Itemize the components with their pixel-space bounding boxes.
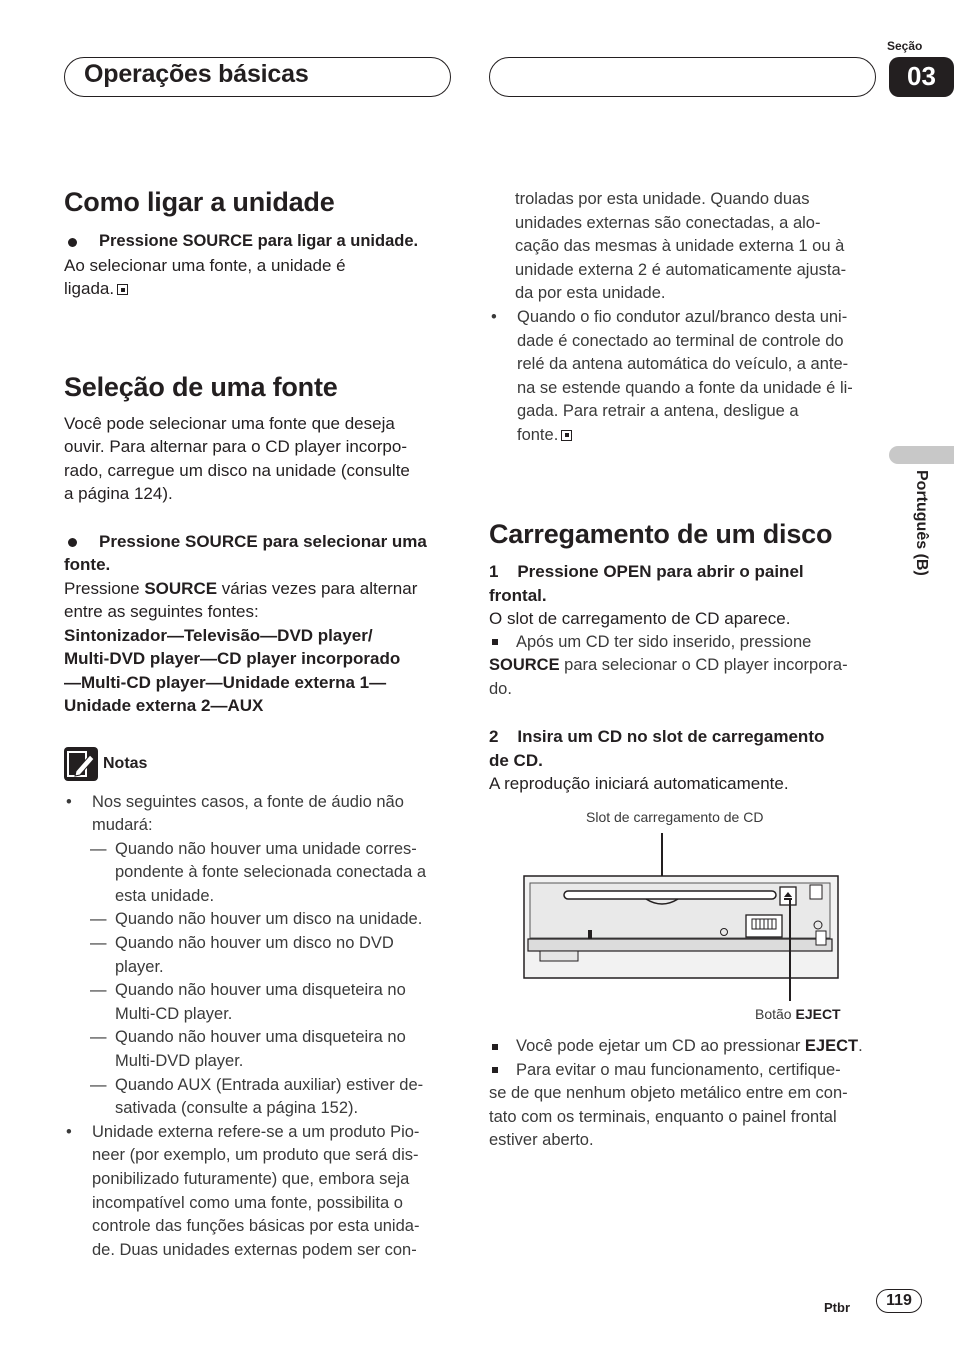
note-a-pre: Você pode ejetar um CD ao pressionar <box>516 1037 805 1055</box>
footer-lang-code: Ptbr <box>824 1300 850 1315</box>
bullet-dot <box>68 538 77 547</box>
page-section-title: Operações básicas <box>84 60 309 88</box>
note-line: Quando não houver uma unidade corres- <box>115 839 417 858</box>
end-mark-icon <box>561 430 572 441</box>
note-line: unidade externa 2 é automaticamente ajusta- <box>515 260 847 279</box>
language-tab-marker <box>889 446 954 464</box>
note-line: Quando não houver um disco na unidade. <box>115 910 423 929</box>
note-line: Multi-DVD player. <box>115 1052 244 1071</box>
cd-unit-illustration <box>520 833 842 1003</box>
sources-line: —Multi-CD player—Unidade externa 1— <box>64 672 387 692</box>
step1-note <box>489 631 879 702</box>
note-line: pondente à fonte selecionada conectada a <box>115 863 427 882</box>
press-bold: SOURCE <box>144 578 218 598</box>
sources-line: Unidade externa 2—AUX <box>64 696 264 715</box>
end-mark-icon <box>117 284 128 295</box>
note-line: sativada (consulte a página 152). <box>115 1099 359 1118</box>
note-line: Nos seguintes casos, a fonte de áudio não <box>92 792 404 811</box>
note-line: troladas por esta unidade. Quando duas <box>515 190 810 208</box>
square-bullet-icon <box>492 1067 498 1073</box>
step2-line: de CD. <box>489 750 543 770</box>
s2-line: a página 124). <box>64 484 173 503</box>
s2-line: Você pode selecionar uma fonte que deseja <box>64 413 395 433</box>
bullet-text-cont: fonte. <box>64 555 111 574</box>
bullet-select-source <box>64 530 454 554</box>
note-line: ponibilizado futuramente) que, embora seja <box>92 1170 410 1188</box>
bullet-text: Pressione SOURCE para selecionar uma <box>99 531 427 551</box>
eject-label-pre: Botão <box>755 1006 796 1022</box>
right-section-disc <box>489 518 879 796</box>
s2-intro <box>64 412 454 506</box>
figure-notes <box>489 1035 881 1153</box>
note-line <box>517 424 853 448</box>
bullet-dot <box>68 238 77 247</box>
note-line: estiver aberto. <box>489 1131 594 1150</box>
s1-text-line1: Ao selecionar uma fonte, a unidade é <box>64 255 346 275</box>
square-bullet-icon <box>492 639 498 645</box>
sources-line: Sintonizador—Televisão—DVD player/ <box>64 625 373 645</box>
note-line: Unidade externa refere-se a um produto Pio- <box>92 1122 420 1141</box>
s1-text-ligada: ligada. <box>64 279 115 298</box>
note-line: Quando não houver um disco no DVD <box>115 934 394 953</box>
heading-selecao: Seleção de uma fonte <box>64 371 338 402</box>
step2-text: A reprodução iniciará automaticamente. <box>489 774 789 794</box>
note-item <box>489 306 879 448</box>
note-dash-item: — Quando não houver uma disqueteira no Multi-DVD player. <box>64 1026 454 1073</box>
secao-label: Seção <box>887 39 923 53</box>
note-line: unidades externas são conectadas, a alo- <box>515 213 821 232</box>
note-a-post: . <box>858 1037 863 1055</box>
note-bold: SOURCE <box>489 656 560 675</box>
note-line: relé da antena automática do veículo, a ante- <box>517 355 849 374</box>
note-line: cação das mesmas à unidade externa 1 ou à <box>515 237 845 256</box>
step2-line: 2 Insira um CD no slot de carregamento <box>489 727 825 747</box>
note-pencil-icon <box>64 747 98 781</box>
step1-line: 1 Pressione OPEN para abrir o painel <box>489 562 804 581</box>
sources-line: Multi-DVD player—CD player incorporado <box>64 649 401 668</box>
note-line: Para evitar o mau funcionamento, certifique- <box>516 1060 841 1079</box>
note-line: na se estende quando a fonte da unidade é li- <box>517 378 853 397</box>
note-line: Multi-CD player. <box>115 1004 233 1023</box>
note-dash-item: — Quando AUX (Entrada auxiliar) estiver de- sativada (consulte a página 152). <box>64 1074 454 1121</box>
left-column <box>64 186 454 1262</box>
header-right-pill <box>489 57 876 97</box>
press-post: várias vezes para alternar <box>217 578 418 598</box>
s2-line: ouvir. Para alternar para o CD player incorpo- <box>64 437 407 456</box>
page-number: 119 <box>876 1289 922 1313</box>
note-line: neer (por exemplo, um produto que será dis- <box>92 1146 419 1165</box>
note-line: Quando não houver uma disqueteira no <box>115 981 406 1000</box>
note-line: tato com os terminais, enquanto o painel frontal <box>489 1107 837 1126</box>
square-bullet-icon <box>492 1044 498 1050</box>
note-line: incompatível como uma fonte, possibilita o <box>92 1193 403 1212</box>
note-bullet-icon: • <box>66 792 72 811</box>
note-line: Quando o fio condutor azul/branco desta uni- <box>517 307 848 326</box>
section-number-badge: 03 <box>889 57 954 97</box>
heading-como-ligar: Como ligar a unidade <box>64 187 335 217</box>
note-line: Quando não houver uma disqueteira no <box>115 1028 406 1047</box>
note-line: mudará: <box>92 816 153 835</box>
bullet-text: Pressione SOURCE para ligar a unidade. <box>99 232 419 250</box>
note-dash-item: — Quando não houver um disco na unidade. <box>64 908 454 932</box>
note-rest: para selecionar o CD player incorpora- <box>559 656 848 675</box>
note-line: Quando AUX (Entrada auxiliar) estiver de- <box>115 1075 424 1094</box>
press-line2: entre as seguintes fontes: <box>64 602 259 621</box>
language-label: Português (B) <box>913 470 930 576</box>
note-line: gada. Para retrair a antena, desligue a <box>517 402 799 421</box>
note-line: do. <box>489 679 512 698</box>
note-line: da por esta unidade. <box>515 284 666 303</box>
bullet-press-source <box>64 230 454 254</box>
eject-label-bold: EJECT <box>795 1006 841 1022</box>
s2-line: rado, carregue um disco na unidade (consulte <box>64 460 410 480</box>
note-line: dade é conectado ao terminal de controle do <box>517 331 844 350</box>
note-item <box>64 1121 454 1263</box>
notes-list <box>64 791 454 1263</box>
fig-label-slot: Slot de carregamento de CD <box>586 809 764 825</box>
note-line: de. Duas unidades externas podem ser con- <box>92 1240 417 1259</box>
step1-line: frontal. <box>489 585 547 605</box>
notes-title: Notas <box>103 754 148 772</box>
note-fonte: fonte. <box>517 425 559 444</box>
note-bullet-icon: • <box>491 307 497 326</box>
note-bullet-icon: • <box>66 1122 72 1141</box>
notes-header <box>64 747 454 781</box>
note-dash-item: — Quando não houver um disco no DVD player. <box>64 932 454 979</box>
s1-text-line2 <box>64 277 454 301</box>
press-source-line <box>64 577 454 601</box>
press-pre: Pressione <box>64 578 145 598</box>
step1-text: O slot de carregamento de CD aparece. <box>489 609 791 628</box>
heading-carregamento: Carregamento de um disco <box>489 519 833 549</box>
fig-label-eject <box>755 1006 841 1022</box>
note-line: player. <box>115 957 164 976</box>
note-dash-item: — Quando não houver uma unidade corres- pondente à fonte selecionada conectada a esta unidade. <box>64 838 454 909</box>
note-item <box>64 791 454 838</box>
note-a-bold: EJECT <box>804 1037 859 1055</box>
note-line: Após um CD ter sido inserido, pressione <box>516 632 812 651</box>
note-dash-item: — Quando não houver uma disqueteira no Multi-CD player. <box>64 979 454 1026</box>
note-line: esta unidade. <box>115 886 215 905</box>
note-line: se de que nenhum objeto metálico entre em con- <box>489 1084 848 1103</box>
note-line: controle das funções básicas por esta unida- <box>92 1217 420 1236</box>
right-continuation <box>489 188 879 448</box>
